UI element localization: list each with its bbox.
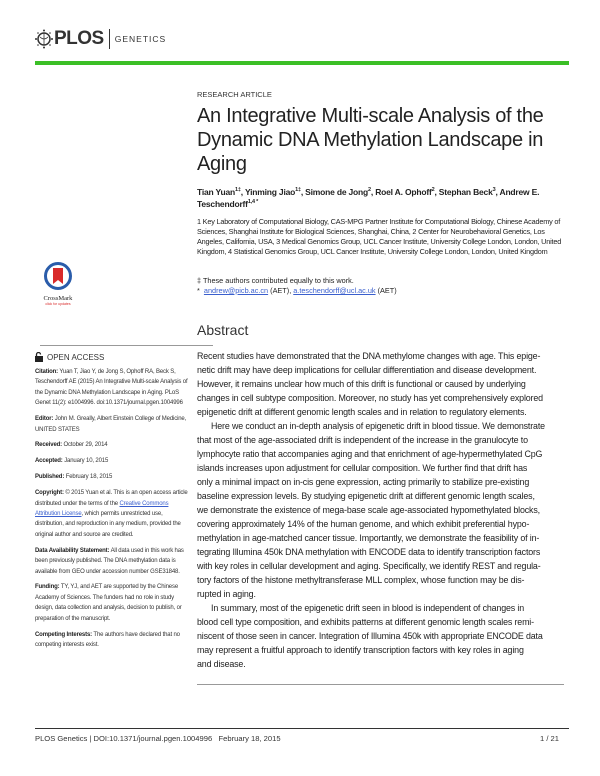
author-affiliation-mark: 1‡ — [235, 187, 241, 194]
email-link-2[interactable]: a.teschendorff@ucl.ac.uk — [293, 286, 376, 295]
author-affiliation-mark: 1,4 * — [247, 198, 259, 205]
article-type: RESEARCH ARTICLE — [197, 90, 272, 99]
copyright-label: Copyright: — [35, 490, 64, 497]
crossmark-sub: click for updates — [45, 302, 71, 306]
abstract-line: we demonstrate the existence of mega-base scale age-associated hypomethylated blocks, — [197, 505, 540, 515]
competing-interests-label: Competing Interests: — [35, 631, 93, 638]
copyright-text-b: , which permits unrestricted use, distribution, and reproduction in any medium, provided the original author and source are credited. — [35, 510, 181, 538]
email-link-1[interactable]: andrew@picb.ac.cn — [203, 286, 269, 295]
data-availability-text: All data used in this work has been previously published. The DNA methylation data is available from GEO under accession number GSE31848. — [35, 547, 184, 575]
received-label: Received: — [35, 442, 62, 449]
sidebar-rule — [40, 345, 213, 346]
funding-block — [35, 582, 190, 624]
header-rule — [35, 61, 569, 65]
author: Andrew E. Teschendorff — [197, 187, 540, 209]
author-affiliation-mark: 2 — [368, 187, 371, 194]
author-notes — [197, 276, 397, 296]
published-date: February 18, 2015 — [64, 474, 113, 481]
editor-block — [35, 414, 190, 435]
abstract-line: covering approximately 14% of the human genome, and which exhibit preferential hypo- — [197, 519, 530, 529]
article-info-sidebar — [35, 367, 190, 656]
abstract-line: Here we conduct an in-depth analysis of epigenetic drift in blood tissue. We demonstrate — [211, 421, 545, 431]
funding-label: Funding: — [35, 584, 60, 591]
competing-interests-text: The authors have declared that no competing interests exist. — [35, 631, 180, 648]
open-lock-icon — [35, 352, 43, 362]
journal-section: GENETICS — [114, 34, 167, 44]
abstract-line: and disease. — [197, 659, 246, 669]
email-2-suffix: (AET) — [375, 286, 397, 295]
abstract-line: baseline expression levels. By studying epigenetic drift at different genomic length scales, — [197, 491, 535, 501]
crossmark-button[interactable] — [36, 262, 80, 306]
author: Tian Yuan — [197, 187, 236, 197]
abstract-line: tegrating Illumina 450k DNA methylation with ENCODE data to identify transcription factors — [197, 547, 541, 557]
data-availability-block — [35, 546, 190, 577]
article-title: An Integrative Multi-scale Analysis of the Dynamic DNA Methylation Landscape in Aging — [197, 105, 544, 175]
editor-label: Editor: — [35, 416, 54, 423]
footer-citation: PLOS Genetics | DOI:10.1371/journal.pgen.1004996 February 18, 2015 — [35, 734, 281, 743]
received-block — [35, 440, 190, 450]
footer-rule — [35, 728, 569, 729]
abstract-line: that most of the age-associated drift is independent of the increase in the granulocyte to — [197, 435, 528, 445]
citation-block — [35, 367, 190, 409]
abstract-body — [197, 349, 577, 671]
affiliations: 1 Key Laboratory of Computational Biology, CAS-MPG Partner Institute for Computational Biology, Chinese Academy of Sciences, Shanghai Institute for Biological Sciences, Shanghai, China, 2 Center for Neurobehavioral Genetics, Los Angeles, California, USA, 3 Medical Genomics Group, UCL Cancer Institute, University College London, London, United Kingdom, 4 Statistical Genomics Group, UCL Cancer Institute, University College London, London, United Kingdom — [197, 217, 562, 256]
abstract-rule — [197, 684, 564, 685]
competing-interests-block — [35, 630, 190, 651]
crossmark-label: CrossMark — [43, 295, 73, 302]
abstract-line: netic drift may have deep implications for cellular differentiation and disease development. — [197, 365, 537, 375]
abstract-line: only a minimal impact on in-cis gene expression, acting primarily to stabilize pre-existing — [197, 477, 530, 487]
author-affiliation-mark: 1‡ — [295, 187, 301, 194]
journal-logo — [34, 28, 166, 50]
equal-contribution-note: ‡ These authors contributed equally to this work. — [197, 276, 354, 285]
author: Yinming Jiao — [244, 187, 296, 197]
abstract-line: methylation in age-matched cancer tissue. Importantly, we demonstrate the feasibility of in- — [197, 533, 540, 543]
citation-text: Yuan T, Jiao Y, de Jong S, Ophoff RA, Beck S, Teschendorff AE (2015) An Integrative Multi-scale Analysis of the Dynamic DNA Methylation Landscape in Aging. PLoS Genet 11(2): e1004996. doi:10.1371/journal.pgen.1004996 — [35, 369, 188, 407]
corresponding-mark: * — [197, 286, 200, 295]
author: Stephan Beck — [438, 187, 493, 197]
abstract-line: blood cell type composition, and exhibits patterns at different genomic length scales remi- — [197, 617, 534, 627]
author-affiliation-mark: 2 — [431, 187, 435, 194]
accepted-date: January 10, 2015 — [62, 458, 109, 465]
author-list: Tian Yuan$^{1\ddagger}$, Yinming Jiao$^{1\ddagger}$, Simone de Jong$^2$, Roel A. Ophoff$^2$, Stephan Beck$^3$, Andrew E. Teschendorff$^{1,4 *}$ — [197, 187, 540, 209]
editor-text: John M. Greally, Albert Einstein College of Medicine, UNITED STATES — [35, 416, 187, 433]
published-block — [35, 472, 190, 482]
logo-divider — [109, 29, 110, 49]
author: Simone de Jong — [305, 187, 369, 197]
accepted-label: Accepted: — [35, 458, 63, 465]
received-date: October 29, 2014 — [62, 442, 108, 449]
abstract-line: changes in cell subtype composition. Moreover, no study has yet comprehensively explored — [197, 393, 543, 403]
crossmark-icon — [44, 262, 72, 290]
abstract-line: Recent studies have demonstrated that the DNA methylome changes with age. This epige- — [197, 351, 541, 361]
page-number: 1 / 21 — [540, 734, 559, 743]
accepted-block — [35, 456, 190, 466]
abstract-line: niscent of those seen in cancer. Integration of Illumina 450k with appropriate ENCODE data — [197, 631, 543, 641]
abstract-line: with key roles in cellular development and aging. Specifically, we identify REST and regula- — [197, 561, 541, 571]
abstract-line: lymphocyte ratio that accompanies aging and that enrichment of age-hypermethylated CpG — [197, 449, 543, 459]
copyright-text-a: © 2015 Yuan et al. This is an open access article distributed under the terms of the — [35, 490, 188, 507]
copyright-block — [35, 488, 190, 540]
email-1-suffix: (AET), — [268, 286, 294, 295]
abstract-line: islands increases upon adjustment for cellular composition. We further find that drift has — [197, 463, 528, 473]
plos-wordmark: PLOS — [54, 28, 104, 49]
license-link[interactable]: Creative Commons Attribution License — [35, 500, 169, 517]
published-label: Published: — [35, 474, 65, 481]
open-access-label: OPEN ACCESS — [47, 352, 105, 362]
abstract-heading: Abstract — [197, 322, 249, 338]
abstract-line: tory factors of the histone methyltransferase MLL complex, whose function may be dis- — [197, 575, 525, 585]
author-affiliation-mark: 3 — [492, 187, 496, 194]
abstract-line: epigenetic drift at different genomic length scales and in relation to regulatory elements. — [197, 407, 527, 417]
author: Roel A. Ophoff — [375, 187, 432, 197]
open-access-badge — [35, 352, 104, 362]
plos-globe-icon — [34, 29, 54, 49]
funding-text: TY, YJ, and AET are supported by the Chinese Academy of Sciences. The funders had no role in study design, data collection and analysis, decision to publish, or preparation of the manuscript. — [35, 584, 182, 622]
abstract-line: may represent a fruitful approach to identify transcription factors with key roles in aging — [197, 645, 524, 655]
data-availability-label: Data Availability Statement: — [35, 547, 110, 554]
abstract-line: However, it remains unclear how much of this drift is functional or caused by underlying — [197, 379, 526, 389]
citation-label: Citation: — [35, 369, 58, 375]
abstract-line: rupted in aging. — [197, 589, 256, 599]
abstract-line: In summary, most of the epigenetic drift seen in blood is independent of changes in — [211, 603, 524, 613]
